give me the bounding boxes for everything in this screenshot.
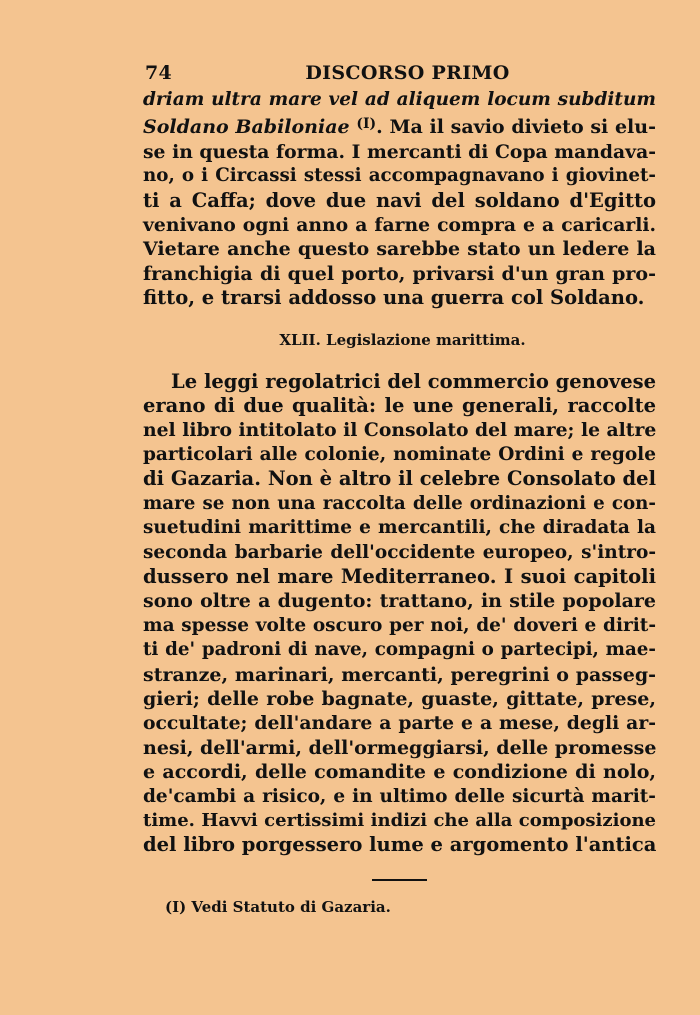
running-title: DISCORSO PRIMO xyxy=(305,62,510,84)
text-line: franchigia di quel porto, privarsi d'un gran pro- xyxy=(143,262,656,285)
text-line: mare se non una raccolta delle ordinazioni e con- xyxy=(143,492,656,514)
text-line: erano di due qualità: le une generali, raccolte xyxy=(143,394,656,418)
section-heading: XLII. Legislazione marittima. xyxy=(279,330,526,349)
paragraph-continued xyxy=(143,88,656,311)
text-line: fitto, e trarsi addosso una guerra col Soldano. xyxy=(143,286,645,310)
text-line: Le leggi regolatrici del commercio genovese xyxy=(171,369,656,393)
text-line: se in questa forma. I mercanti di Copa mandava- xyxy=(143,140,656,163)
text-line: particolari alle colonie, nominate Ordini e regole xyxy=(143,443,656,465)
footnote-divider xyxy=(372,879,427,881)
text-line: gieri; delle robe bagnate, guaste, gittate, prese, xyxy=(143,687,656,710)
text-line: seconda barbarie dell'occidente europeo, s'intro- xyxy=(143,541,656,563)
text-line: de'cambi a risico, e in ultimo delle sicurtà marit- xyxy=(143,785,656,807)
text-line: sono oltre a dugento: trattano, in stile popolare xyxy=(143,590,656,613)
text-line: suetudini marittime e mercantili, che diradata la xyxy=(143,517,656,539)
footnote: (I) Vedi Statuto di Gazaria. xyxy=(165,897,391,916)
text-line: e accordi, delle comandite e condizione di nolo, xyxy=(143,761,656,784)
book-page xyxy=(143,58,656,916)
text-line: venivano ogni anno a farne compra e a caricarli. xyxy=(143,214,656,237)
page-number: 74 xyxy=(145,62,173,84)
text-line: time. Havvi certissimi indizi che alla composizione xyxy=(143,809,656,831)
text-line: dussero nel mare Mediterraneo. I suoi capitoli xyxy=(143,564,656,588)
text-line: occultate; dell'andare a parte e a mese, degli ar- xyxy=(143,712,656,735)
text-line: nel libro intitolato il Consolato del mare; le altre xyxy=(143,419,657,442)
text-line: no, o i Circassi stessi accompagnavano i giovinet- xyxy=(143,165,656,187)
text-line: del libro porgessero lume e argomento l'antica xyxy=(143,833,657,857)
text-line: stranze, marinari, mercanti, peregrini o passeg- xyxy=(143,663,656,686)
page-header xyxy=(143,58,656,88)
text-line: Soldano Babiloniae $^{(I)}$. Ma il savio divieto si elu- xyxy=(143,116,656,139)
text-line: di Gazaria. Non è altro il celebre Consolato del xyxy=(143,467,656,491)
paragraph-legislazione xyxy=(143,370,656,858)
text-line: ma spesse volte oscuro per noi, de' doveri e dirit- xyxy=(143,614,656,636)
text-line: driam ultra mare vel ad aliquem locum subditum xyxy=(143,89,656,110)
text-line: ti a Caffa; dove due navi del soldano d'Egitto xyxy=(143,188,656,212)
text-line: nesi, dell'armi, dell'ormeggiarsi, delle promesse xyxy=(143,736,657,759)
text-line: Vietare anche questo sarebbe stato un ledere la xyxy=(143,238,656,261)
text-line: ti de' padroni di nave, compagni o partecipi, mae- xyxy=(143,639,656,661)
footnote-reference: (I) xyxy=(356,116,377,133)
